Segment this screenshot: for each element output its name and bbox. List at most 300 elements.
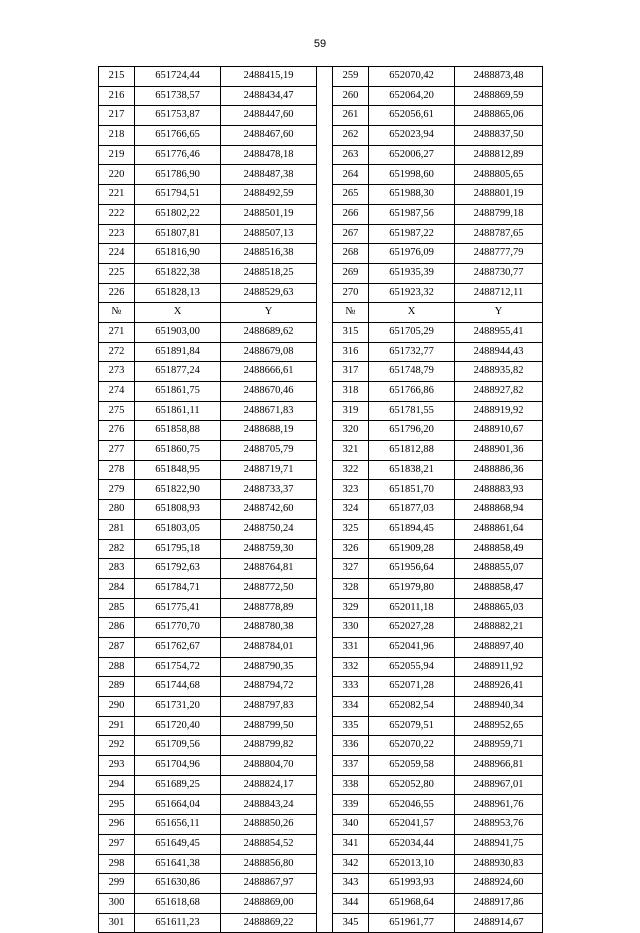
point-number-cell: 263 [333, 145, 369, 165]
point-number-cell: 259 [333, 67, 369, 87]
y-coordinate-cell: 2488869,00 [221, 893, 317, 913]
point-number-cell: 222 [99, 204, 135, 224]
x-coordinate-cell: 652041,96 [369, 637, 455, 657]
x-coordinate-cell: 651909,28 [369, 539, 455, 559]
x-coordinate-cell: 651968,64 [369, 893, 455, 913]
x-coordinate-cell: 651877,03 [369, 500, 455, 520]
y-coordinate-cell: 2488927,82 [455, 382, 543, 402]
column-gap [317, 322, 333, 342]
column-gap [317, 736, 333, 756]
y-coordinate-cell: 2488854,52 [221, 834, 317, 854]
y-coordinate-cell: 2488953,76 [455, 815, 543, 835]
point-number-cell: 331 [333, 637, 369, 657]
x-coordinate-cell: 651807,81 [135, 224, 221, 244]
point-number-cell: 327 [333, 559, 369, 579]
x-coordinate-cell: 651720,40 [135, 716, 221, 736]
x-coordinate-cell: 651803,05 [135, 519, 221, 539]
y-coordinate-cell: 2488719,71 [221, 460, 317, 480]
point-number-cell: 294 [99, 775, 135, 795]
x-coordinate-cell: 651987,22 [369, 224, 455, 244]
x-coordinate-cell: 652070,42 [369, 67, 455, 87]
x-coordinate-cell: 651987,56 [369, 204, 455, 224]
column-gap [317, 460, 333, 480]
point-number-cell: 345 [333, 913, 369, 933]
y-coordinate-cell: 2488897,40 [455, 637, 543, 657]
table-row [99, 697, 543, 717]
column-gap [317, 362, 333, 382]
column-gap [317, 657, 333, 677]
y-coordinate-cell: 2488911,92 [455, 657, 543, 677]
point-number-cell: 221 [99, 185, 135, 205]
x-coordinate-cell: 651979,80 [369, 578, 455, 598]
column-gap [317, 106, 333, 126]
y-coordinate-cell: 2488688,19 [221, 421, 317, 441]
table-row [99, 342, 543, 362]
x-coordinate-cell: 651861,75 [135, 382, 221, 402]
x-coordinate-cell: 651828,13 [135, 283, 221, 303]
x-coordinate-cell: 652082,54 [369, 697, 455, 717]
column-gap [317, 716, 333, 736]
x-coordinate-cell: 651988,30 [369, 185, 455, 205]
column-gap [317, 480, 333, 500]
table-row [99, 244, 543, 264]
header-x: X [369, 303, 455, 323]
point-number-cell: 219 [99, 145, 135, 165]
point-number-cell: 332 [333, 657, 369, 677]
column-gap [317, 342, 333, 362]
y-coordinate-cell: 2488487,38 [221, 165, 317, 185]
point-number-cell: 215 [99, 67, 135, 87]
x-coordinate-cell: 651903,00 [135, 322, 221, 342]
table-row [99, 874, 543, 894]
point-number-cell: 301 [99, 913, 135, 933]
column-gap [317, 126, 333, 146]
column-gap [317, 854, 333, 874]
y-coordinate-cell: 2488919,92 [455, 401, 543, 421]
point-number-cell: 265 [333, 185, 369, 205]
y-coordinate-cell: 2488478,18 [221, 145, 317, 165]
table-row [99, 795, 543, 815]
y-coordinate-cell: 2488883,93 [455, 480, 543, 500]
column-gap [317, 421, 333, 441]
table-row [99, 815, 543, 835]
point-number-cell: 289 [99, 677, 135, 697]
table-row [99, 460, 543, 480]
point-number-cell: 296 [99, 815, 135, 835]
x-coordinate-cell: 651784,71 [135, 578, 221, 598]
x-coordinate-cell: 651923,32 [369, 283, 455, 303]
point-number-cell: 285 [99, 598, 135, 618]
x-coordinate-cell: 651709,56 [135, 736, 221, 756]
point-number-cell: 323 [333, 480, 369, 500]
table-row [99, 736, 543, 756]
y-coordinate-cell: 2488837,50 [455, 126, 543, 146]
table-row [99, 854, 543, 874]
table-row [99, 716, 543, 736]
y-coordinate-cell: 2488865,06 [455, 106, 543, 126]
column-gap [317, 185, 333, 205]
point-number-cell: 218 [99, 126, 135, 146]
column-gap [317, 913, 333, 933]
y-coordinate-cell: 2488784,01 [221, 637, 317, 657]
column-gap [317, 86, 333, 106]
y-coordinate-cell: 2488940,34 [455, 697, 543, 717]
x-coordinate-cell: 651649,45 [135, 834, 221, 854]
point-number-cell: 269 [333, 263, 369, 283]
y-coordinate-cell: 2488492,59 [221, 185, 317, 205]
point-number-cell: 293 [99, 756, 135, 776]
point-number-cell: 271 [99, 322, 135, 342]
x-coordinate-cell: 651822,38 [135, 263, 221, 283]
x-coordinate-cell: 651891,84 [135, 342, 221, 362]
y-coordinate-cell: 2488759,30 [221, 539, 317, 559]
point-number-cell: 275 [99, 401, 135, 421]
point-number-cell: 287 [99, 637, 135, 657]
point-number-cell: 326 [333, 539, 369, 559]
y-coordinate-cell: 2488733,37 [221, 480, 317, 500]
table-row [99, 598, 543, 618]
point-number-cell: 299 [99, 874, 135, 894]
y-coordinate-cell: 2488850,26 [221, 815, 317, 835]
point-number-cell: 284 [99, 578, 135, 598]
x-coordinate-cell: 651851,70 [369, 480, 455, 500]
y-coordinate-cell: 2488772,50 [221, 578, 317, 598]
x-coordinate-cell: 651770,70 [135, 618, 221, 638]
header-y: Y [221, 303, 317, 323]
column-gap [317, 874, 333, 894]
table-row [99, 913, 543, 933]
point-number-cell: 280 [99, 500, 135, 520]
x-coordinate-cell: 651993,93 [369, 874, 455, 894]
point-number-cell: 334 [333, 697, 369, 717]
x-coordinate-cell: 652041,57 [369, 815, 455, 835]
y-coordinate-cell: 2488967,01 [455, 775, 543, 795]
header-y: Y [455, 303, 543, 323]
x-coordinate-cell: 651766,86 [369, 382, 455, 402]
y-coordinate-cell: 2488924,60 [455, 874, 543, 894]
y-coordinate-cell: 2488777,79 [455, 244, 543, 264]
x-coordinate-cell: 652006,27 [369, 145, 455, 165]
y-coordinate-cell: 2488689,62 [221, 322, 317, 342]
y-coordinate-cell: 2488666,61 [221, 362, 317, 382]
coordinates-table [98, 66, 543, 933]
point-number-cell: 278 [99, 460, 135, 480]
table-row [99, 106, 543, 126]
point-number-cell: 266 [333, 204, 369, 224]
point-number-cell: 262 [333, 126, 369, 146]
page-number: 59 [313, 38, 327, 50]
point-number-cell: 283 [99, 559, 135, 579]
column-gap [317, 795, 333, 815]
x-coordinate-cell: 652027,28 [369, 618, 455, 638]
point-number-cell: 317 [333, 362, 369, 382]
x-coordinate-cell: 651689,25 [135, 775, 221, 795]
x-coordinate-cell: 652046,55 [369, 795, 455, 815]
column-gap [317, 244, 333, 264]
column-gap [317, 697, 333, 717]
table-row [99, 578, 543, 598]
table-row [99, 421, 543, 441]
point-number-cell: 295 [99, 795, 135, 815]
column-gap [317, 263, 333, 283]
x-coordinate-cell: 651748,79 [369, 362, 455, 382]
x-coordinate-cell: 652052,80 [369, 775, 455, 795]
y-coordinate-cell: 2488856,80 [221, 854, 317, 874]
point-number-cell: 322 [333, 460, 369, 480]
point-number-cell: 272 [99, 342, 135, 362]
x-coordinate-cell: 651731,20 [135, 697, 221, 717]
y-coordinate-cell: 2488742,60 [221, 500, 317, 520]
x-coordinate-cell: 652064,20 [369, 86, 455, 106]
header-number: № [333, 303, 369, 323]
x-coordinate-cell: 651754,72 [135, 657, 221, 677]
y-coordinate-cell: 2488764,81 [221, 559, 317, 579]
x-coordinate-cell: 652013,10 [369, 854, 455, 874]
point-number-cell: 282 [99, 539, 135, 559]
table-row [99, 441, 543, 461]
y-coordinate-cell: 2488882,21 [455, 618, 543, 638]
point-number-cell: 274 [99, 382, 135, 402]
x-coordinate-cell: 651858,88 [135, 421, 221, 441]
y-coordinate-cell: 2488730,77 [455, 263, 543, 283]
table-row [99, 834, 543, 854]
x-coordinate-cell: 651894,45 [369, 519, 455, 539]
x-coordinate-cell: 652070,22 [369, 736, 455, 756]
x-coordinate-cell: 651795,18 [135, 539, 221, 559]
point-number-cell: 335 [333, 716, 369, 736]
x-coordinate-cell: 652079,51 [369, 716, 455, 736]
y-coordinate-cell: 2488799,82 [221, 736, 317, 756]
column-gap [317, 559, 333, 579]
x-coordinate-cell: 652059,58 [369, 756, 455, 776]
point-number-cell: 286 [99, 618, 135, 638]
table-row [99, 165, 543, 185]
point-number-cell: 338 [333, 775, 369, 795]
y-coordinate-cell: 2488868,94 [455, 500, 543, 520]
column-gap [317, 598, 333, 618]
table-row [99, 322, 543, 342]
y-coordinate-cell: 2488869,22 [221, 913, 317, 933]
y-coordinate-cell: 2488799,50 [221, 716, 317, 736]
x-coordinate-cell: 651744,68 [135, 677, 221, 697]
table-row [99, 362, 543, 382]
table-row [99, 519, 543, 539]
x-coordinate-cell: 652034,44 [369, 834, 455, 854]
y-coordinate-cell: 2488501,19 [221, 204, 317, 224]
table-row [99, 126, 543, 146]
y-coordinate-cell: 2488750,24 [221, 519, 317, 539]
x-coordinate-cell: 651808,93 [135, 500, 221, 520]
x-coordinate-cell: 651762,67 [135, 637, 221, 657]
column-gap [317, 539, 333, 559]
y-coordinate-cell: 2488805,65 [455, 165, 543, 185]
table-row [99, 224, 543, 244]
y-coordinate-cell: 2488858,47 [455, 578, 543, 598]
point-number-cell: 320 [333, 421, 369, 441]
y-coordinate-cell: 2488434,47 [221, 86, 317, 106]
column-gap [317, 67, 333, 87]
y-coordinate-cell: 2488507,13 [221, 224, 317, 244]
x-coordinate-cell: 651961,77 [369, 913, 455, 933]
header-number: № [99, 303, 135, 323]
x-coordinate-cell: 651704,96 [135, 756, 221, 776]
point-number-cell: 316 [333, 342, 369, 362]
x-coordinate-cell: 651732,77 [369, 342, 455, 362]
point-number-cell: 339 [333, 795, 369, 815]
x-coordinate-cell: 651776,46 [135, 145, 221, 165]
point-number-cell: 328 [333, 578, 369, 598]
point-number-cell: 225 [99, 263, 135, 283]
y-coordinate-cell: 2488801,19 [455, 185, 543, 205]
y-coordinate-cell: 2488780,38 [221, 618, 317, 638]
point-number-cell: 276 [99, 421, 135, 441]
y-coordinate-cell: 2488790,35 [221, 657, 317, 677]
y-coordinate-cell: 2488944,43 [455, 342, 543, 362]
x-coordinate-cell: 651861,11 [135, 401, 221, 421]
table-row [99, 204, 543, 224]
x-coordinate-cell: 651766,65 [135, 126, 221, 146]
y-coordinate-cell: 2488858,49 [455, 539, 543, 559]
y-coordinate-cell: 2488516,38 [221, 244, 317, 264]
point-number-cell: 319 [333, 401, 369, 421]
point-number-cell: 261 [333, 106, 369, 126]
table-row [99, 893, 543, 913]
point-number-cell: 279 [99, 480, 135, 500]
y-coordinate-cell: 2488705,79 [221, 441, 317, 461]
header-x: X [135, 303, 221, 323]
point-number-cell: 330 [333, 618, 369, 638]
point-number-cell: 336 [333, 736, 369, 756]
point-number-cell: 315 [333, 322, 369, 342]
point-number-cell: 342 [333, 854, 369, 874]
y-coordinate-cell: 2488901,36 [455, 441, 543, 461]
table-row [99, 500, 543, 520]
point-number-cell: 297 [99, 834, 135, 854]
x-coordinate-cell: 651792,63 [135, 559, 221, 579]
point-number-cell: 318 [333, 382, 369, 402]
y-coordinate-cell: 2488804,70 [221, 756, 317, 776]
column-gap [317, 224, 333, 244]
column-gap [317, 578, 333, 598]
y-coordinate-cell: 2488794,72 [221, 677, 317, 697]
point-number-cell: 290 [99, 697, 135, 717]
y-coordinate-cell: 2488787,65 [455, 224, 543, 244]
point-number-cell: 291 [99, 716, 135, 736]
table-row [99, 382, 543, 402]
x-coordinate-cell: 651956,64 [369, 559, 455, 579]
column-gap [317, 834, 333, 854]
y-coordinate-cell: 2488930,83 [455, 854, 543, 874]
table-row [99, 480, 543, 500]
column-gap [317, 165, 333, 185]
x-coordinate-cell: 652055,94 [369, 657, 455, 677]
y-coordinate-cell: 2488670,46 [221, 382, 317, 402]
x-coordinate-cell: 652056,61 [369, 106, 455, 126]
y-coordinate-cell: 2488529,63 [221, 283, 317, 303]
y-coordinate-cell: 2488712,11 [455, 283, 543, 303]
column-gap [317, 677, 333, 697]
point-number-cell: 324 [333, 500, 369, 520]
x-coordinate-cell: 651775,41 [135, 598, 221, 618]
column-gap [317, 519, 333, 539]
column-gap [317, 893, 333, 913]
x-coordinate-cell: 651641,38 [135, 854, 221, 874]
table-row [99, 657, 543, 677]
column-gap [317, 637, 333, 657]
x-coordinate-cell: 651753,87 [135, 106, 221, 126]
y-coordinate-cell: 2488952,65 [455, 716, 543, 736]
y-coordinate-cell: 2488917,86 [455, 893, 543, 913]
point-number-cell: 300 [99, 893, 135, 913]
column-gap [317, 204, 333, 224]
x-coordinate-cell: 651664,04 [135, 795, 221, 815]
x-coordinate-cell: 651877,24 [135, 362, 221, 382]
header-row [99, 303, 543, 323]
table-row [99, 618, 543, 638]
point-number-cell: 264 [333, 165, 369, 185]
point-number-cell: 281 [99, 519, 135, 539]
point-number-cell: 268 [333, 244, 369, 264]
y-coordinate-cell: 2488679,08 [221, 342, 317, 362]
x-coordinate-cell: 651812,88 [369, 441, 455, 461]
x-coordinate-cell: 651976,09 [369, 244, 455, 264]
column-gap [317, 756, 333, 776]
point-number-cell: 298 [99, 854, 135, 874]
column-gap [317, 441, 333, 461]
table-row [99, 86, 543, 106]
y-coordinate-cell: 2488910,67 [455, 421, 543, 441]
point-number-cell: 329 [333, 598, 369, 618]
table-row [99, 67, 543, 87]
x-coordinate-cell: 651618,68 [135, 893, 221, 913]
y-coordinate-cell: 2488914,67 [455, 913, 543, 933]
x-coordinate-cell: 651822,90 [135, 480, 221, 500]
table-row [99, 539, 543, 559]
point-number-cell: 260 [333, 86, 369, 106]
point-number-cell: 325 [333, 519, 369, 539]
y-coordinate-cell: 2488467,60 [221, 126, 317, 146]
x-coordinate-cell: 651816,90 [135, 244, 221, 264]
y-coordinate-cell: 2488959,71 [455, 736, 543, 756]
y-coordinate-cell: 2488518,25 [221, 263, 317, 283]
y-coordinate-cell: 2488778,89 [221, 598, 317, 618]
point-number-cell: 288 [99, 657, 135, 677]
y-coordinate-cell: 2488955,41 [455, 322, 543, 342]
point-number-cell: 267 [333, 224, 369, 244]
x-coordinate-cell: 651656,11 [135, 815, 221, 835]
y-coordinate-cell: 2488926,41 [455, 677, 543, 697]
x-coordinate-cell: 651998,60 [369, 165, 455, 185]
column-gap [317, 618, 333, 638]
point-number-cell: 292 [99, 736, 135, 756]
column-gap [317, 382, 333, 402]
column-gap [317, 815, 333, 835]
table-row [99, 145, 543, 165]
x-coordinate-cell: 651786,90 [135, 165, 221, 185]
x-coordinate-cell: 651705,29 [369, 322, 455, 342]
x-coordinate-cell: 651796,20 [369, 421, 455, 441]
point-number-cell: 273 [99, 362, 135, 382]
point-number-cell: 220 [99, 165, 135, 185]
table-row [99, 559, 543, 579]
column-gap [317, 283, 333, 303]
y-coordinate-cell: 2488935,82 [455, 362, 543, 382]
y-coordinate-cell: 2488869,59 [455, 86, 543, 106]
y-coordinate-cell: 2488812,89 [455, 145, 543, 165]
column-gap [317, 303, 333, 323]
y-coordinate-cell: 2488941,75 [455, 834, 543, 854]
point-number-cell: 216 [99, 86, 135, 106]
